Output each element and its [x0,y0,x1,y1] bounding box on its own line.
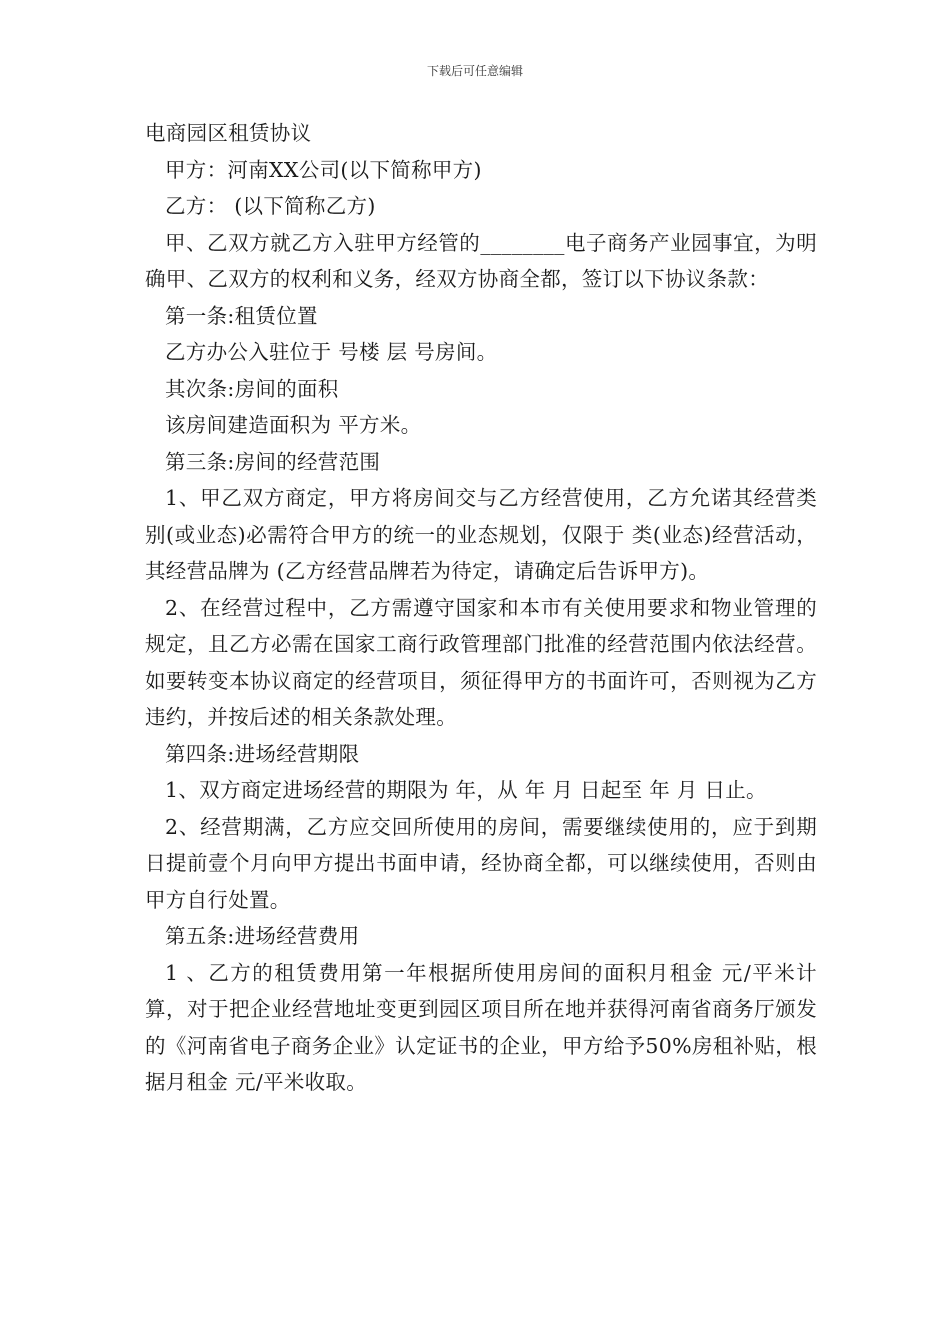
article-2-heading: 其次条:房间的面积 [165,376,339,401]
document-body [145,115,817,1101]
article-2-text: 该房间建造面积为 平方米。 [165,413,422,437]
article-1-text: 乙方办公入驻位于 号楼 层 号房间。 [165,340,498,364]
article-1-heading: 第一条:租赁位置 [165,303,318,328]
article-4-clause-1: 1、双方商定进场经营的期限为 年，从 年 月 日起至 年 月 日止。 [165,778,767,802]
preamble-paragraph: 甲、乙双方就乙方入驻甲方经管的________电子商务产业园事宜，为明确甲、乙双方的权利和义务，经双方协商全都，签订以下协议条款： [145,230,817,291]
article-4-heading: 第四条:进场经营期限 [165,741,360,766]
article-3-heading: 第三条:房间的经营范围 [165,449,381,474]
article-3-clause-2: 2、在经营过程中，乙方需遵守国家和本市有关使用要求和物业管理的规定，且乙方必需在国家工商行政管理部门批准的经营范围内依法经营。如要转变本协议商定的经营项目，须征得甲方的书面许可，否则视为乙方违约，并按后述的相关条款处理。 [145,595,817,729]
party-a-line: 甲方：河南XX公司(以下简称甲方) [165,157,482,182]
document-title: 电商园区租赁协议 [145,121,312,145]
party-b-line: 乙方： (以下简称乙方) [165,194,376,218]
page-header: 下载后可任意编辑 [426,64,523,78]
article-3-clause-1: 1、甲乙双方商定，甲方将房间交与乙方经营使用，乙方允诺其经营类别(或业态)必需符合甲方的统一的业态规划，仅限于 类(业态)经营活动，其经营品牌为 (乙方经营品牌若为待定，请确定后告诉甲方)。 [145,486,817,583]
article-5-heading: 第五条:进场经营费用 [165,924,360,948]
article-4-clause-2: 2、经营期满，乙方应交回所使用的房间，需要继续使用的，应于到期日提前壹个月向甲方提出书面申请，经协商全都，可以继续使用，否则由甲方自行处置。 [145,814,817,912]
article-5-clause-1: 1 、乙方的租赁费用第一年根据所使用房间的面积月租金 元/平米计算，对于把企业经营地址变更到园区项目所在地并获得河南省商务厅颁发的《河南省电子商务企业》认定证书的企业，甲方给予50%房租补贴，根据月租金 元/平米收取。 [145,960,817,1094]
